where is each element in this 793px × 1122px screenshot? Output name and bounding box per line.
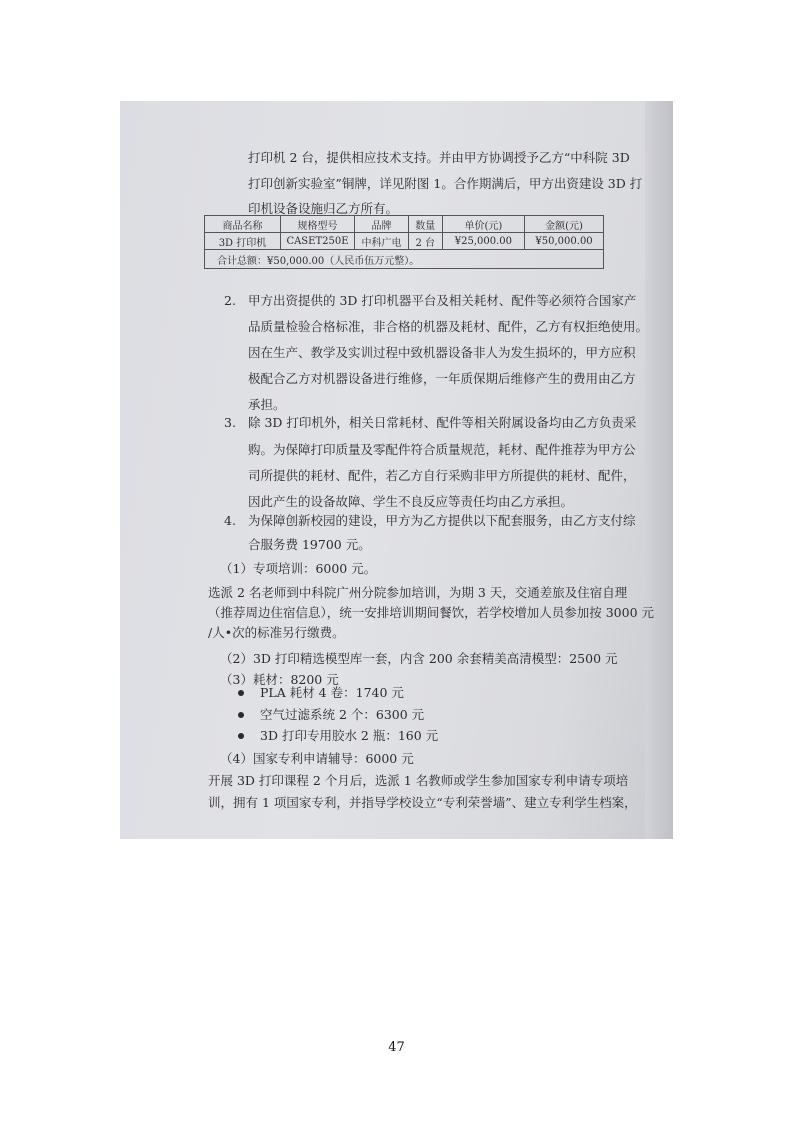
table-cell: 2 台	[408, 233, 442, 250]
service-2-title: （2）3D 打印精选模型库一套，内含 200 余套精美高清模型：2500 元	[220, 651, 618, 666]
item-4-number: 4.	[224, 513, 236, 528]
item-3-line: 购。为保障打印质量及零配件符合质量规范，耗材、配件推荐为甲方公	[248, 442, 636, 457]
service-4-line: 开展 3D 打印课程 2 个月后，选派 1 名教师或学生参加国家专利申请专项培	[208, 773, 629, 788]
table-header-cell: 金额(元)	[525, 216, 604, 233]
intro-line-3: 印机设备设施归乙方所有。	[248, 201, 399, 216]
bullet-icon	[238, 712, 244, 718]
table-header-cell: 品牌	[355, 216, 409, 233]
item-2-line: 承担。	[248, 397, 286, 412]
service-1-line: 选派 2 名老师到中科院广州分院参加培训，为期 3 天，交通差旅及住宿自理	[208, 585, 628, 600]
service-1-title: （1）专项培训：6000 元。	[220, 561, 377, 576]
item-3-line: 因此产生的设备故障、学生不良反应等责任均由乙方承担。	[248, 494, 574, 509]
bullet-icon	[238, 733, 244, 739]
document-photo	[120, 101, 673, 839]
consumable-item: 空气过滤系统 2 个：6300 元	[260, 707, 425, 722]
bullet-icon	[238, 690, 244, 696]
intro-line-2: 打印创新实验室”铜牌，详见附图 1。合作期满后，甲方出资建设 3D 打	[248, 176, 643, 191]
service-1-line: /人•次的标准另行缴费。	[208, 625, 345, 640]
item-3-line: 除 3D 打印机外，相关日常耗材、配件等相关附属设备均由乙方负责采	[248, 415, 637, 430]
table-cell: 中科广电	[355, 233, 409, 250]
table-header-cell: 数量	[408, 216, 442, 233]
consumable-item: 3D 打印专用胶水 2 瓶：160 元	[260, 728, 439, 743]
item-3-number: 3.	[224, 415, 236, 430]
item-4-line: 合服务费 19700 元。	[248, 537, 371, 552]
item-2-line: 极配合乙方对机器设备进行维修，一年质保期后维修产生的费用由乙方	[248, 371, 636, 386]
item-4-line: 为保障创新校园的建设，甲方为乙方提供以下配套服务，由乙方支付综	[248, 513, 636, 528]
service-1-line: （推荐周边住宿信息），统一安排培训期间餐饮，若学校增加人员参加按 3000 元	[208, 605, 655, 620]
table-total: 合计总额：¥50,000.00（人民币伍万元整）。	[205, 250, 604, 269]
table-cell: 3D 打印机	[205, 233, 281, 250]
table-header-cell: 单价(元)	[442, 216, 524, 233]
items-table	[204, 215, 604, 269]
item-2-line: 品质量检验合格标准，非合格的机器及耗材、配件，乙方有权拒绝使用。	[248, 319, 649, 334]
table-header-row	[205, 216, 604, 233]
table-row	[205, 233, 604, 250]
table-total-row	[205, 250, 604, 269]
page-number: 47	[388, 1040, 405, 1055]
table-cell: CASET250E	[280, 233, 354, 250]
item-2-line: 甲方出资提供的 3D 打印机器平台及相关耗材、配件等必须符合国家产	[248, 293, 637, 308]
page-edge-shadow	[645, 101, 673, 839]
service-4-title: （4）国家专利申请辅导：6000 元	[220, 751, 414, 766]
table-header-cell: 规格型号	[280, 216, 354, 233]
service-4-line: 训，拥有 1 项国家专利，并指导学校设立“专利荣誉墙”、建立专利学生档案，	[208, 795, 637, 810]
consumable-item: PLA 耗材 4 卷：1740 元	[260, 685, 404, 700]
service-3-title: （3）耗材：8200 元	[220, 672, 339, 687]
intro-line-1: 打印机 2 台，提供相应技术支持。并由甲方协调授予乙方“中科院 3D	[248, 150, 630, 165]
table-cell: ¥25,000.00	[442, 233, 524, 250]
item-3-line: 司所提供的耗材、配件，若乙方自行采购非甲方所提供的耗材、配件，	[248, 468, 636, 483]
item-2-line: 因在生产、教学及实训过程中致机器设备非人为发生损坏的，甲方应积	[248, 345, 636, 360]
table-header-cell: 商品名称	[205, 216, 281, 233]
table-cell: ¥50,000.00	[525, 233, 604, 250]
item-2-number: 2.	[224, 293, 236, 308]
